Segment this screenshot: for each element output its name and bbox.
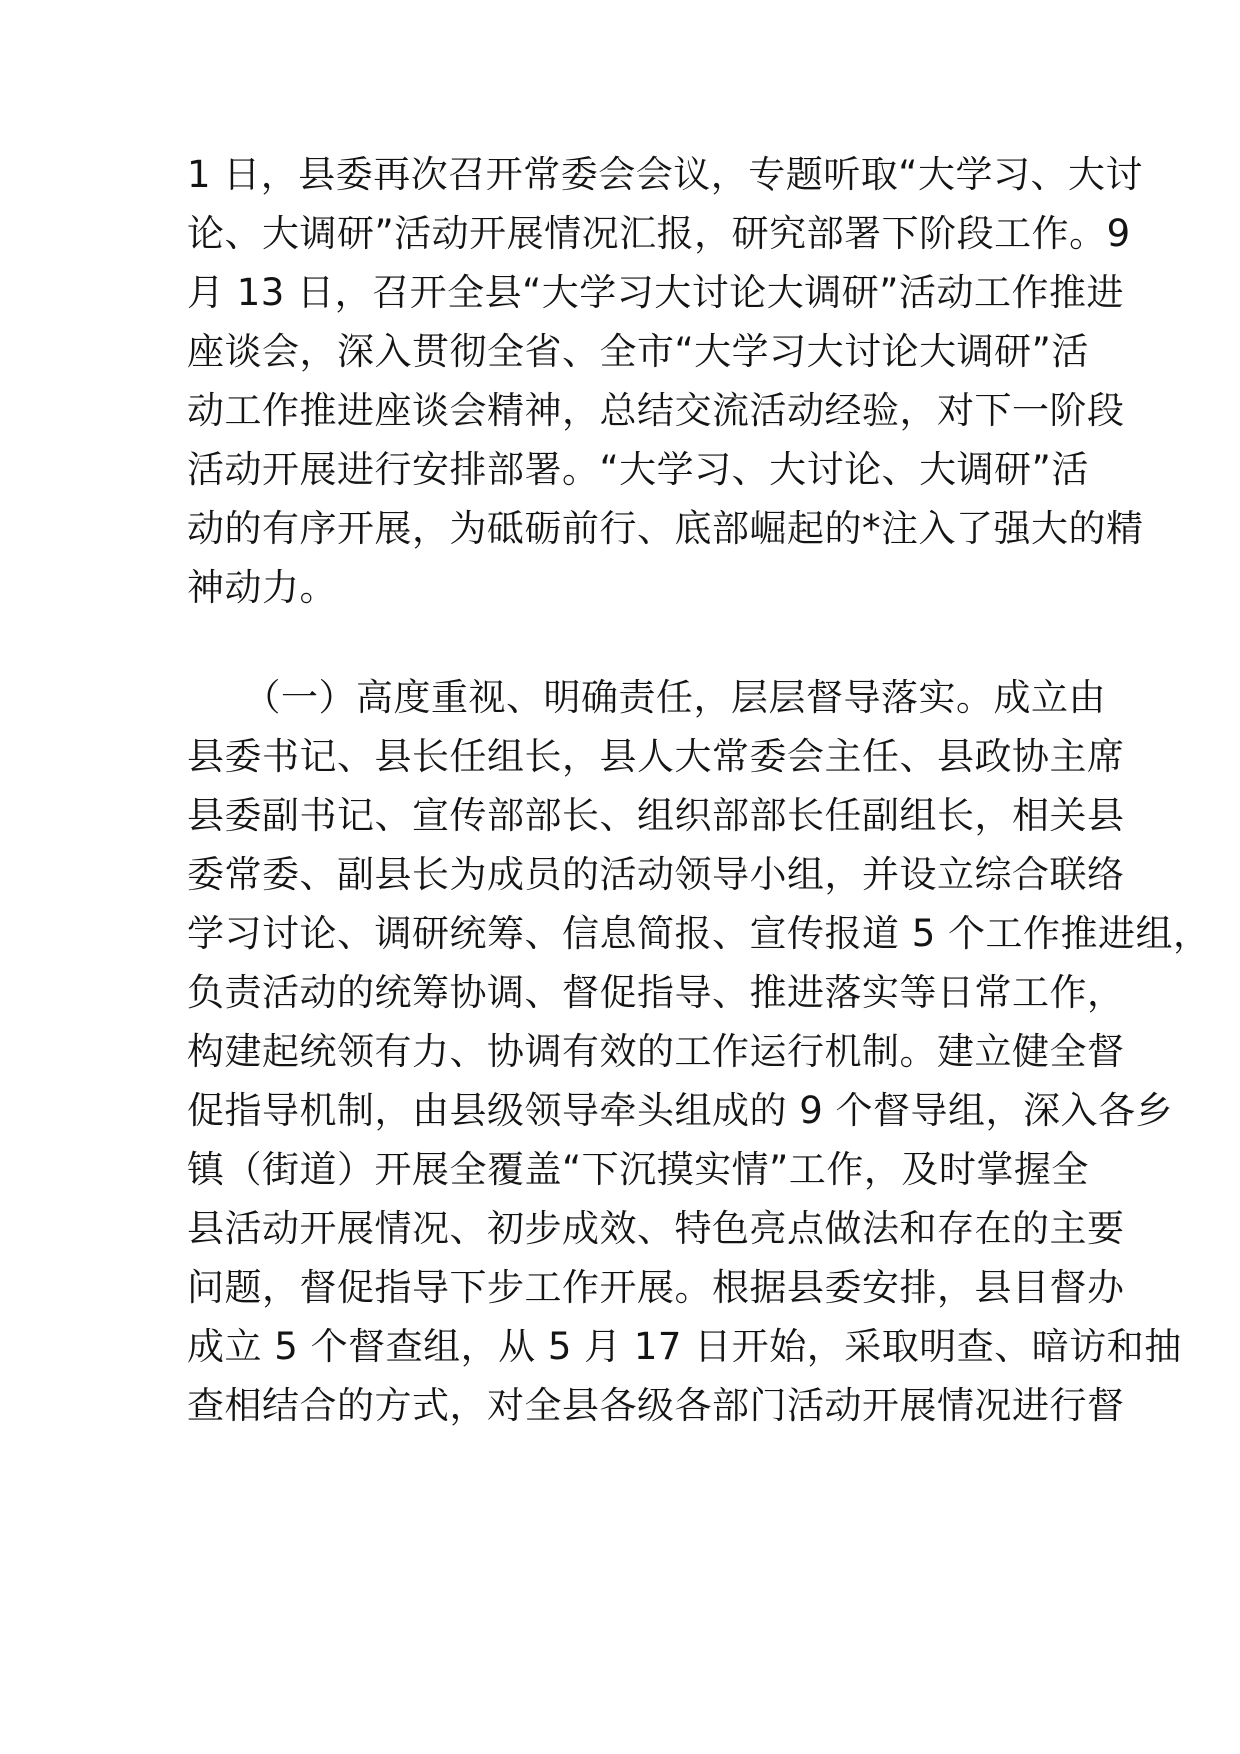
text-line: 负责活动的统筹协调、督促指导、推进落实等日常工作，: [187, 971, 1125, 1014]
text-line: 学习讨论、调研统筹、信息简报、宣传报道 5 个工作推进组，: [187, 912, 1211, 955]
text-line: 月 13 日，召开全县“大学习大讨论大调研”活动工作推进: [187, 271, 1124, 314]
section-heading-line: （一）高度重视、明确责任，层层督导落实。成立由: [187, 676, 1106, 719]
text-line: 委常委、副县长为成员的活动领导小组，并设立综合联络: [187, 853, 1125, 896]
text-line: 构建起统领有力、协调有效的工作运行机制。建立健全督: [187, 1030, 1125, 1073]
text-line: 座谈会，深入贯彻全省、全市“大学习大讨论大调研”活: [187, 330, 1089, 373]
text-line: 镇（街道）开展全覆盖“下沉摸实情”工作，及时掌握全: [187, 1148, 1089, 1191]
text-line: 县活动开展情况、初步成效、特色亮点做法和存在的主要: [187, 1207, 1125, 1250]
text-line: 查相结合的方式，对全县各级各部门活动开展情况进行督: [187, 1384, 1125, 1427]
text-line: 1 日，县委再次召开常委会会议，专题听取“大学习、大讨: [187, 153, 1143, 196]
text-line: 动工作推进座谈会精神，总结交流活动经验，对下一阶段: [187, 389, 1125, 432]
text-line: 论、大调研”活动开展情况汇报，研究部署下阶段工作。9: [187, 212, 1131, 255]
text-line: 神动力。: [187, 566, 337, 609]
text-line: 活动开展进行安排部署。“大学习、大讨论、大调研”活: [187, 448, 1089, 491]
text-line: 问题，督促指导下步工作开展。根据县委安排，县目督办: [187, 1266, 1125, 1309]
text-line: 动的有序开展，为砥砺前行、底部崛起的*注入了强大的精: [187, 507, 1144, 550]
text-line: 县委副书记、宣传部部长、组织部部长任副组长，相关县: [187, 794, 1125, 837]
text-line: 县委书记、县长任组长，县人大常委会主任、县政协主席: [187, 735, 1125, 778]
text-line: 成立 5 个督查组，从 5 月 17 日开始，采取明查、暗访和抽: [187, 1325, 1182, 1368]
text-line: 促指导机制，由县级领导牵头组成的 9 个督导组，深入各乡: [187, 1089, 1174, 1132]
